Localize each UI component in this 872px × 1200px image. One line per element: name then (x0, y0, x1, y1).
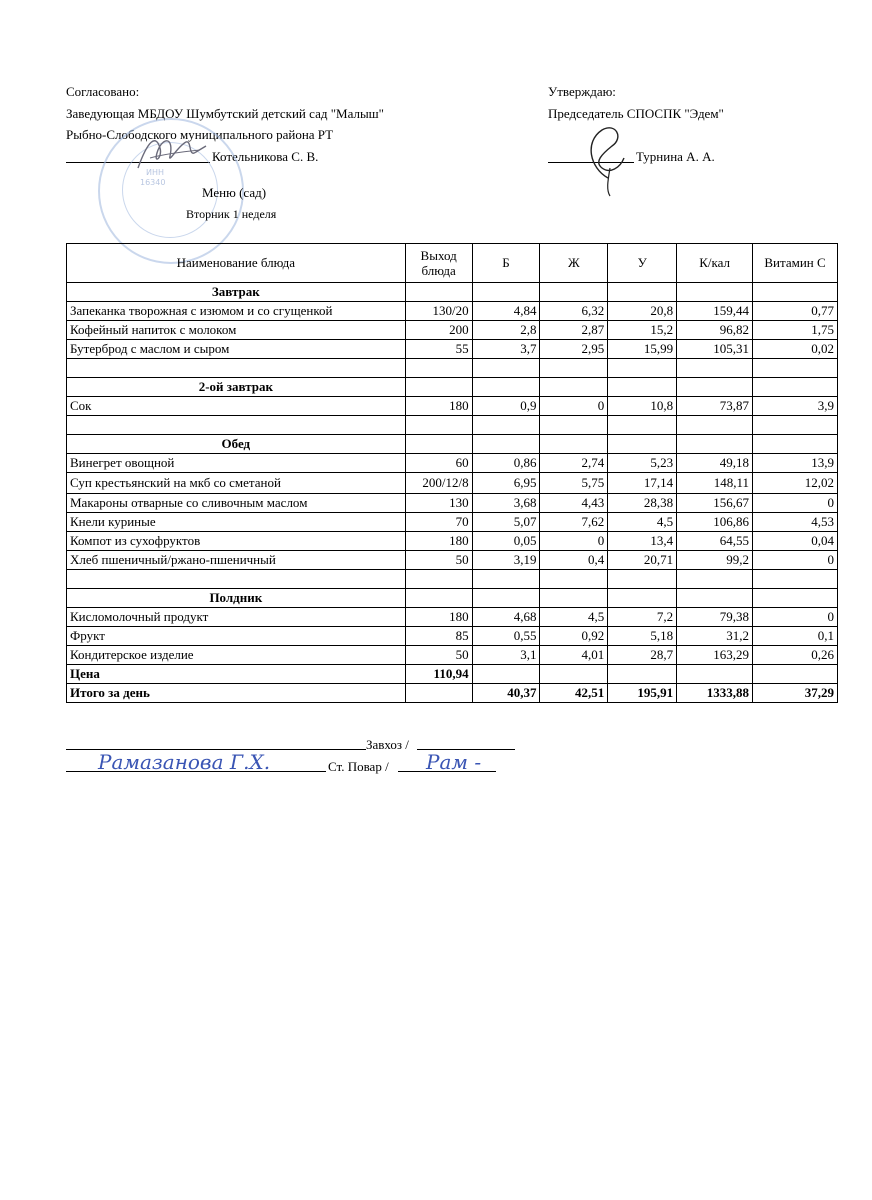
empty-cell (472, 378, 540, 397)
empty-cell (608, 589, 677, 608)
empty-cell (753, 283, 838, 302)
empty-cell (472, 589, 540, 608)
empty-cell (677, 435, 753, 454)
value-cell: 15,2 (608, 321, 677, 340)
value-cell: 85 (405, 627, 472, 646)
empty-cell (540, 283, 608, 302)
value-cell: 13,4 (608, 532, 677, 551)
value-cell: 0,05 (472, 532, 540, 551)
value-cell: 105,31 (677, 340, 753, 359)
value-cell: 130 (405, 494, 472, 513)
value-cell: 3,19 (472, 551, 540, 570)
value-cell: 6,32 (540, 302, 608, 321)
value-cell: 4,5 (608, 513, 677, 532)
table-row (67, 321, 838, 340)
approve-title: Утверждаю: (548, 84, 616, 99)
value-cell: 2,87 (540, 321, 608, 340)
value-cell: 4,68 (472, 608, 540, 627)
section-title: Завтрак (67, 283, 406, 302)
empty-cell (677, 665, 753, 684)
dish-name: Хлеб пшеничный/ржано-пшеничный (67, 551, 406, 570)
dish-name: Кисломолочный продукт (67, 608, 406, 627)
empty-cell (405, 359, 472, 378)
empty-cell (677, 416, 753, 435)
value-cell: 180 (405, 608, 472, 627)
empty-cell (608, 416, 677, 435)
empty-cell (540, 359, 608, 378)
section-title: Обед (67, 435, 406, 454)
value-cell: 5,18 (608, 627, 677, 646)
zavhoz-label: Завхоз / (366, 737, 409, 752)
empty-cell (472, 283, 540, 302)
table-row (67, 551, 838, 570)
cook-label: Ст. Повар / (328, 759, 389, 774)
table-body (67, 283, 838, 703)
table-row (67, 627, 838, 646)
empty-cell (472, 435, 540, 454)
empty-cell (472, 570, 540, 589)
header-protein: Б (472, 244, 540, 283)
empty-cell (405, 684, 472, 703)
value-cell: 5,23 (608, 454, 677, 473)
value-cell: 99,2 (677, 551, 753, 570)
empty-cell (540, 435, 608, 454)
value-cell: 73,87 (677, 397, 753, 416)
section-row (67, 589, 838, 608)
dish-name: Суп крестьянский на мкб со сметаной (67, 473, 406, 494)
empty-cell (753, 570, 838, 589)
table-row (67, 397, 838, 416)
empty-cell (472, 665, 540, 684)
table-row (67, 494, 838, 513)
total-row (67, 684, 838, 703)
cook-handwritten-signature: Рам - (426, 750, 482, 774)
value-cell: 200/12/8 (405, 473, 472, 494)
section-row (67, 378, 838, 397)
value-cell: 31,2 (677, 627, 753, 646)
value-cell: 0,77 (753, 302, 838, 321)
dish-name: Сок (67, 397, 406, 416)
spacer-row (67, 570, 838, 589)
empty-cell (540, 416, 608, 435)
value-cell: 15,99 (608, 340, 677, 359)
table-row (67, 646, 838, 665)
empty-cell (540, 378, 608, 397)
value-cell: 0 (753, 494, 838, 513)
value-cell: 50 (405, 646, 472, 665)
table-header-row (67, 244, 838, 283)
value-cell: 28,38 (608, 494, 677, 513)
approved-title: Согласовано: (66, 84, 140, 99)
value-cell: 60 (405, 454, 472, 473)
value-cell: 3,68 (472, 494, 540, 513)
value-cell: 4,5 (540, 608, 608, 627)
total-label: Итого за день (67, 684, 406, 703)
value-cell: 0,04 (753, 532, 838, 551)
value-cell: 0,4 (540, 551, 608, 570)
dish-name: Запеканка творожная с изюмом и со сгущенкой (67, 302, 406, 321)
spacer-row (67, 359, 838, 378)
empty-cell (677, 378, 753, 397)
empty-cell (753, 435, 838, 454)
dish-name: Винегрет овощной (67, 454, 406, 473)
value-cell: 0 (753, 608, 838, 627)
approved-signer: Котельникова С. В. (212, 149, 319, 164)
empty-cell (677, 283, 753, 302)
value-cell: 10,8 (608, 397, 677, 416)
header-carbs: У (608, 244, 677, 283)
dish-name: Кондитерское изделие (67, 646, 406, 665)
value-cell: 5,07 (472, 513, 540, 532)
header-portion: Выход блюда (405, 244, 472, 283)
empty-cell (405, 416, 472, 435)
empty-cell (753, 665, 838, 684)
value-cell: 3,9 (753, 397, 838, 416)
value-cell: 200 (405, 321, 472, 340)
table-row (67, 454, 838, 473)
value-cell: 17,14 (608, 473, 677, 494)
value-cell: 4,43 (540, 494, 608, 513)
price-label: Цена (67, 665, 406, 684)
value-cell: 0,9 (472, 397, 540, 416)
value-cell: 96,82 (677, 321, 753, 340)
value-cell: 49,18 (677, 454, 753, 473)
dish-name: Кнели куриные (67, 513, 406, 532)
cook-handwritten-name: Рамазанова Г.Х. (98, 750, 271, 774)
empty-cell (405, 283, 472, 302)
value-cell: 0,86 (472, 454, 540, 473)
section-row (67, 283, 838, 302)
empty-cell (753, 589, 838, 608)
empty-cell (608, 570, 677, 589)
empty-cell (608, 665, 677, 684)
total-value: 42,51 (540, 684, 608, 703)
dish-name: Бутерброд с маслом и сыром (67, 340, 406, 359)
empty-cell (608, 378, 677, 397)
table-row (67, 473, 838, 494)
header-fat: Ж (540, 244, 608, 283)
dish-name: Компот из сухофруктов (67, 532, 406, 551)
total-value: 37,29 (753, 684, 838, 703)
value-cell: 2,8 (472, 321, 540, 340)
total-value: 1333,88 (677, 684, 753, 703)
value-cell: 64,55 (677, 532, 753, 551)
price-value: 110,94 (405, 665, 472, 684)
empty-cell (405, 435, 472, 454)
value-cell: 0,1 (753, 627, 838, 646)
signature-right-icon (580, 118, 640, 198)
empty-cell (405, 570, 472, 589)
menu-table (66, 243, 838, 703)
approve-position: Председатель СПОСПК "Эдем" (548, 106, 724, 121)
table-row (67, 340, 838, 359)
empty-cell (753, 378, 838, 397)
empty-cell (608, 359, 677, 378)
total-value: 40,37 (472, 684, 540, 703)
empty-cell (67, 359, 406, 378)
value-cell: 4,53 (753, 513, 838, 532)
price-row (67, 665, 838, 684)
table-row (67, 532, 838, 551)
value-cell: 28,7 (608, 646, 677, 665)
section-row (67, 435, 838, 454)
section-title: Полдник (67, 589, 406, 608)
value-cell: 0,55 (472, 627, 540, 646)
table-row (67, 608, 838, 627)
empty-cell (540, 665, 608, 684)
table-row (67, 302, 838, 321)
value-cell: 0 (753, 551, 838, 570)
empty-cell (67, 570, 406, 589)
value-cell: 7,2 (608, 608, 677, 627)
value-cell: 180 (405, 532, 472, 551)
value-cell: 7,62 (540, 513, 608, 532)
value-cell: 180 (405, 397, 472, 416)
value-cell: 148,11 (677, 473, 753, 494)
value-cell: 3,1 (472, 646, 540, 665)
header-vitamin-c: Витамин С (753, 244, 838, 283)
value-cell: 2,95 (540, 340, 608, 359)
empty-cell (608, 435, 677, 454)
value-cell: 0,92 (540, 627, 608, 646)
section-title: 2-ой завтрак (67, 378, 406, 397)
value-cell: 20,8 (608, 302, 677, 321)
value-cell: 3,7 (472, 340, 540, 359)
value-cell: 79,38 (677, 608, 753, 627)
value-cell: 0 (540, 532, 608, 551)
menu-title: Меню (сад) (202, 185, 267, 200)
value-cell: 5,75 (540, 473, 608, 494)
empty-cell (472, 359, 540, 378)
stamp-inn-number: 16340 (140, 178, 166, 187)
menu-day: Вторник 1 неделя (186, 207, 277, 221)
value-cell: 156,67 (677, 494, 753, 513)
empty-cell (67, 416, 406, 435)
value-cell: 159,44 (677, 302, 753, 321)
value-cell: 6,95 (472, 473, 540, 494)
dish-name: Фрукт (67, 627, 406, 646)
empty-cell (608, 283, 677, 302)
value-cell: 1,75 (753, 321, 838, 340)
stamp-inn-label: ИНН (146, 168, 165, 177)
signature-left-icon (130, 128, 210, 176)
empty-cell (677, 589, 753, 608)
empty-cell (405, 589, 472, 608)
header-dish: Наименование блюда (67, 244, 406, 283)
value-cell: 70 (405, 513, 472, 532)
empty-cell (405, 378, 472, 397)
empty-cell (472, 416, 540, 435)
empty-cell (540, 570, 608, 589)
empty-cell (677, 570, 753, 589)
approved-position: Заведующая МБДОУ Шумбутский детский сад "Малыш" (66, 106, 384, 121)
value-cell: 20,71 (608, 551, 677, 570)
header-kcal: К/кал (677, 244, 753, 283)
total-value: 195,91 (608, 684, 677, 703)
value-cell: 0 (540, 397, 608, 416)
value-cell: 106,86 (677, 513, 753, 532)
value-cell: 0,26 (753, 646, 838, 665)
empty-cell (540, 589, 608, 608)
value-cell: 130/20 (405, 302, 472, 321)
approve-signer: Турнина А. А. (636, 149, 715, 164)
value-cell: 4,01 (540, 646, 608, 665)
value-cell: 55 (405, 340, 472, 359)
empty-cell (753, 359, 838, 378)
value-cell: 50 (405, 551, 472, 570)
spacer-row (67, 416, 838, 435)
value-cell: 2,74 (540, 454, 608, 473)
value-cell: 13,9 (753, 454, 838, 473)
dish-name: Кофейный напиток с молоком (67, 321, 406, 340)
empty-cell (677, 359, 753, 378)
value-cell: 0,02 (753, 340, 838, 359)
approved-district: Рыбно-Слободского муниципального района РТ (66, 127, 334, 142)
empty-cell (753, 416, 838, 435)
value-cell: 4,84 (472, 302, 540, 321)
value-cell: 163,29 (677, 646, 753, 665)
value-cell: 12,02 (753, 473, 838, 494)
table-row (67, 513, 838, 532)
dish-name: Макароны отварные со сливочным маслом (67, 494, 406, 513)
